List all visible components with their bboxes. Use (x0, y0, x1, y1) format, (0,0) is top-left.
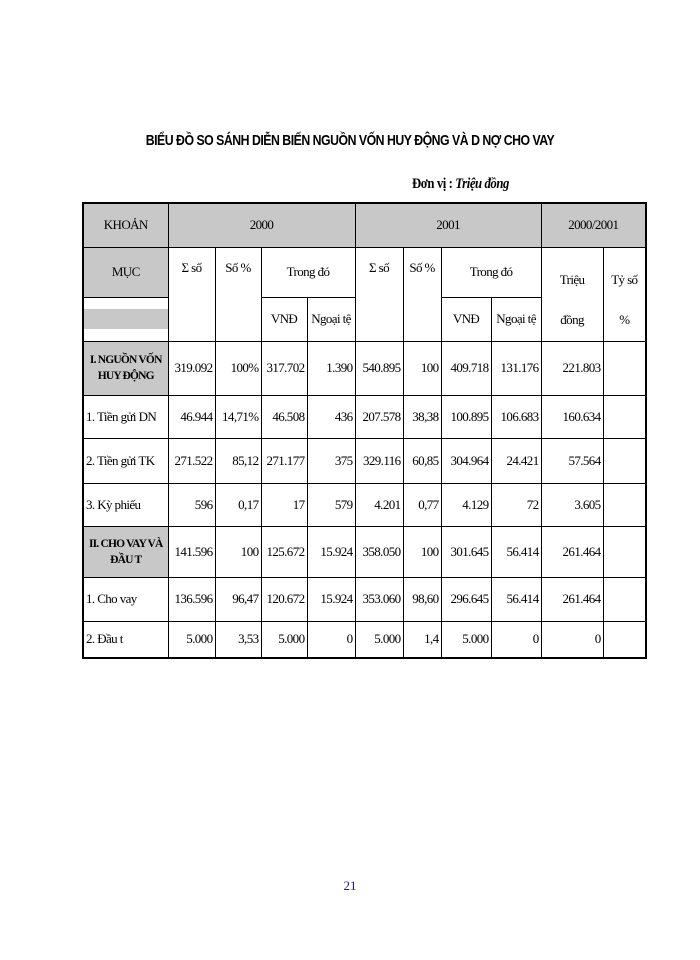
row-value: 98,60 (403, 577, 441, 621)
header-sum-2001: Σ số (355, 247, 403, 341)
row-value: 271.177 (261, 438, 307, 483)
row-value: 0,77 (403, 483, 441, 526)
row-value: 17 (261, 483, 307, 526)
header-ngoaite-2000: Ngoại tệ (307, 297, 355, 341)
header-blank-cell (83, 297, 168, 341)
header-tyso-label: Tỷ số (611, 271, 638, 287)
header-tyso (603, 247, 646, 341)
table-row (83, 395, 646, 438)
row-value: 38,38 (403, 395, 441, 438)
row-value: 3.605 (541, 483, 603, 526)
row-value: 14,71% (215, 395, 261, 438)
unit-label: Đơn vị : (412, 176, 456, 192)
header-pct-sign: % (619, 311, 630, 327)
row-value: 60,85 (403, 438, 441, 483)
header-pct-2000: Số % (215, 247, 261, 341)
row-value: 5.000 (168, 621, 215, 658)
row-value: 4.201 (355, 483, 403, 526)
row-value: 261.464 (541, 526, 603, 577)
row-value (603, 621, 646, 658)
row-value: 56.414 (491, 526, 541, 577)
header-compare: 2000/2001 (541, 203, 646, 247)
row-value (603, 483, 646, 526)
row-value: 579 (307, 483, 355, 526)
row-value (603, 526, 646, 577)
header-pct-2001: Số % (403, 247, 441, 341)
row-label: 1. Cho vay (83, 577, 168, 621)
row-value: 1.390 (307, 341, 355, 395)
header-trieu: Triệu (559, 271, 585, 287)
row-value: 0 (541, 621, 603, 658)
row-value: 301.645 (441, 526, 491, 577)
row-value: 0 (491, 621, 541, 658)
comparison-table (82, 202, 647, 659)
row-value: 304.964 (441, 438, 491, 483)
table-row (83, 526, 646, 577)
table-row (83, 438, 646, 483)
row-value: 15.924 (307, 577, 355, 621)
row-value (603, 577, 646, 621)
row-value: 100 (403, 341, 441, 395)
row-value: 353.060 (355, 577, 403, 621)
header-muc: MỤC (83, 247, 168, 297)
row-value: 409.718 (441, 341, 491, 395)
header-grey-bar (84, 309, 168, 329)
row-value: 120.672 (261, 577, 307, 621)
row-value: 106.683 (491, 395, 541, 438)
row-value: 100 (403, 526, 441, 577)
row-value: 317.702 (261, 341, 307, 395)
page-title: BIỂU ĐỒ SO SÁNH DIỄN BIẾN NGUỒN VỐN HUY ĐỘNG VÀ D NỢ CHO VAY (145, 132, 555, 149)
table-row (83, 577, 646, 621)
header-vnd-2000: VNĐ (261, 297, 307, 341)
row-value: 57.564 (541, 438, 603, 483)
row-value: 125.672 (261, 526, 307, 577)
row-value (603, 438, 646, 483)
row-value: 100% (215, 341, 261, 395)
row-value: 5.000 (261, 621, 307, 658)
row-value: 3,53 (215, 621, 261, 658)
row-value: 141.596 (168, 526, 215, 577)
row-value: 100.895 (441, 395, 491, 438)
header-ngoaite-2001: Ngoại tệ (491, 297, 541, 341)
row-value: 46.944 (168, 395, 215, 438)
table-row (83, 341, 646, 395)
header-trieu-dong (541, 247, 603, 341)
header-row-years (83, 203, 646, 247)
row-value: 540.895 (355, 341, 403, 395)
row-value: 358.050 (355, 526, 403, 577)
header-khoan: KHOẢN (83, 203, 168, 247)
row-value: 375 (307, 438, 355, 483)
row-value: 207.578 (355, 395, 403, 438)
row-label: 3. Kỳ phiếu (83, 483, 168, 526)
row-value: 271.522 (168, 438, 215, 483)
header-year-2001: 2001 (355, 203, 541, 247)
unit-value: Triệu đồng (455, 176, 509, 192)
row-value: 329.116 (355, 438, 403, 483)
header-vnd-2001: VNĐ (441, 297, 491, 341)
table-row (83, 621, 646, 658)
header-trongdo-2001: Trong đó (441, 247, 541, 297)
row-value: 96,47 (215, 577, 261, 621)
row-label: 1. Tiền gửi DN (83, 395, 168, 438)
row-value: 15.924 (307, 526, 355, 577)
row-value: 72 (491, 483, 541, 526)
row-value: 56.414 (491, 577, 541, 621)
row-value: 596 (168, 483, 215, 526)
row-value: 221.803 (541, 341, 603, 395)
header-dong: đồng (560, 311, 584, 327)
row-value: 100 (215, 526, 261, 577)
row-value: 5.000 (355, 621, 403, 658)
table-body (83, 341, 646, 658)
row-label: 2. Đầu t (83, 621, 168, 658)
header-row-sub (83, 247, 646, 297)
header-year-2000: 2000 (168, 203, 355, 247)
unit-note (412, 176, 509, 193)
row-value: 0,17 (215, 483, 261, 526)
row-value: 296.645 (441, 577, 491, 621)
table-row (83, 483, 646, 526)
row-value (603, 395, 646, 438)
row-value: 136.596 (168, 577, 215, 621)
row-value: 160.634 (541, 395, 603, 438)
page-number: 21 (343, 878, 357, 893)
row-value: 1,4 (403, 621, 441, 658)
row-value: 4.129 (441, 483, 491, 526)
row-value (603, 341, 646, 395)
row-value: 0 (307, 621, 355, 658)
row-label: 2. Tiền gửi TK (83, 438, 168, 483)
row-value: 5.000 (441, 621, 491, 658)
row-label: II. CHO VAY VÀ ĐẦU T (83, 526, 168, 577)
row-value: 24.421 (491, 438, 541, 483)
header-trongdo-2000: Trong đó (261, 247, 355, 297)
row-value: 261.464 (541, 577, 603, 621)
row-value: 436 (307, 395, 355, 438)
row-label: I. NGUỒN VỐN HUY ĐỘNG (83, 341, 168, 395)
row-value: 131.176 (491, 341, 541, 395)
row-value: 319.092 (168, 341, 215, 395)
header-sum-2000: Σ số (168, 247, 215, 341)
row-value: 46.508 (261, 395, 307, 438)
row-value: 85,12 (215, 438, 261, 483)
